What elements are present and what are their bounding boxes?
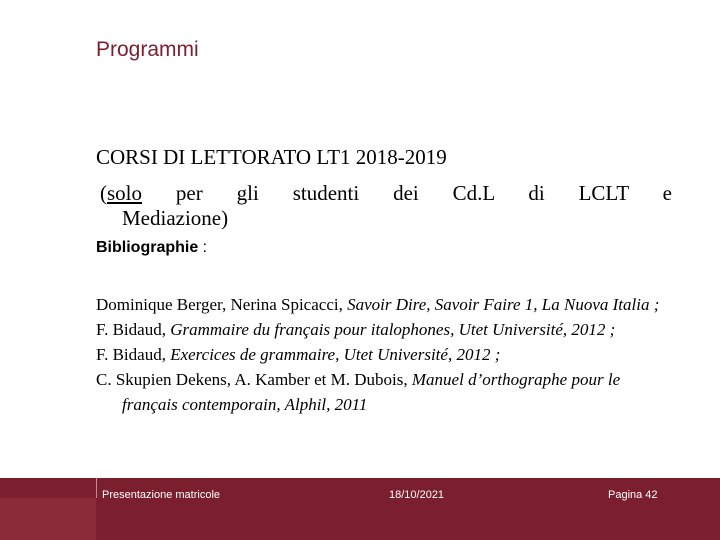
footer-divider — [96, 478, 97, 498]
bibliography-item — [96, 342, 676, 367]
bibliography-list — [96, 292, 676, 417]
footer-decoration — [0, 498, 96, 540]
course-note — [100, 180, 672, 206]
ref-title: Manuel d’orthographe pour le français contemporain, Alphil, 2011 — [122, 370, 621, 414]
ref-title: Savoir Dire, Savoir Faire 1, La Nuova Italia ; — [347, 295, 660, 314]
bibliography-item — [96, 367, 676, 417]
bibliography-item — [96, 317, 676, 342]
ref-author: C. Skupien Dekens, A. Kamber et M. Dubois, — [96, 370, 412, 389]
course-note-line2: Mediazione) — [122, 206, 229, 230]
footer-date: 18/10/2021 — [389, 489, 445, 501]
ref-title: Grammaire du français pour italophones, Utet Université, 2012 ; — [170, 320, 616, 339]
bibliography-label: Bibliographie — [96, 239, 199, 256]
course-title: CORSI DI LETTORATO LT1 2018-2019 — [96, 145, 447, 169]
page-title: Programmi — [96, 38, 199, 61]
ref-author: F. Bidaud, — [96, 345, 171, 364]
footer-bar — [0, 478, 720, 540]
note-open-paren: ( — [100, 181, 107, 205]
footer-presentation-label: Presentazione matricole — [102, 489, 221, 501]
bibliography-heading — [96, 239, 207, 257]
note-underlined-word: solo — [107, 181, 143, 205]
footer-page-number: Pagina 42 — [608, 489, 658, 501]
ref-author: Dominique Berger, Nerina Spicacci, — [96, 295, 348, 314]
bibliography-colon: : — [198, 239, 208, 256]
ref-title: Exercices de grammaire, Utet Université, 2012 ; — [170, 345, 501, 364]
note-text: per gli studenti dei Cd.L di LCLT e — [142, 181, 672, 205]
ref-author: F. Bidaud, — [96, 320, 171, 339]
bibliography-item — [96, 292, 676, 317]
